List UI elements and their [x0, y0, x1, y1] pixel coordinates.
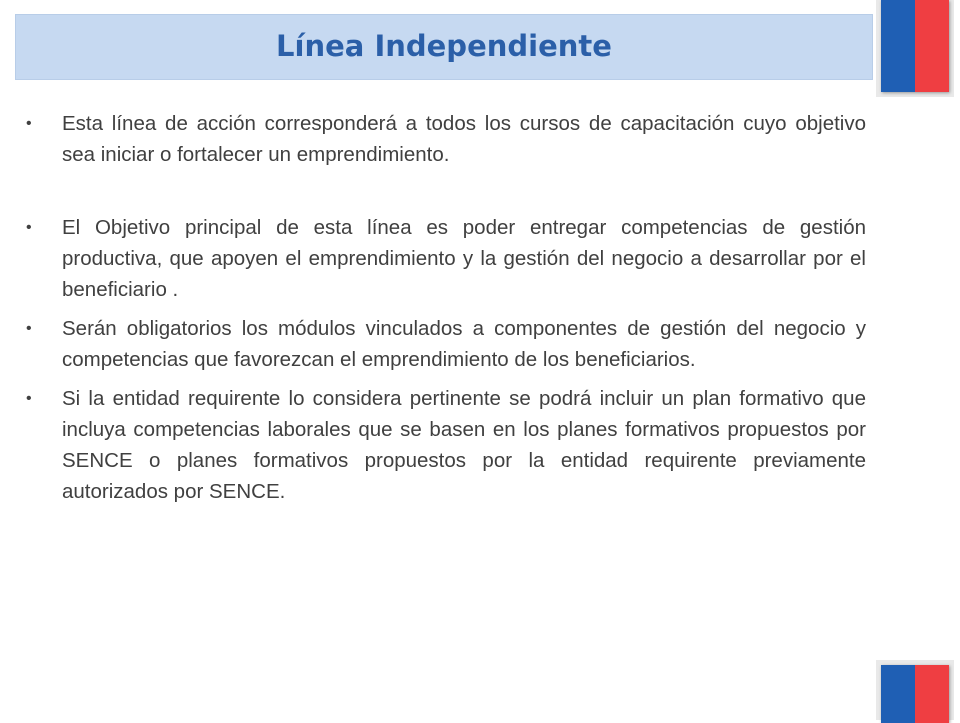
- flag-red-stripe: [915, 665, 949, 723]
- list-item: [26, 108, 866, 170]
- bullet-text: El Objetivo principal de esta línea es poder entregar competencias de gestión productiva, que apoyen el emprendimiento y la gestión del negocio a desarrollar por el beneficiario .: [62, 216, 866, 301]
- bullet-text: Serán obligatorios los módulos vinculados a componentes de gestión del negocio y competencias que favorezcan el emprendimiento de los beneficiarios.: [62, 317, 866, 371]
- list-item: [26, 383, 866, 507]
- bullet-text: Si la entidad requirente lo considera pertinente se podrá incluir un plan formativo que incluya competencias laborales que se basen en los planes formativos propuestos por SENCE o planes formativos propuestos por la entidad requirente previamente autorizados por SENCE.: [62, 387, 866, 503]
- title-band: [15, 14, 873, 80]
- bullet-text: Esta línea de acción corresponderá a todos los cursos de capacitación cuyo objetivo sea iniciar o fortalecer un emprendimiento.: [62, 112, 866, 166]
- list-item: [26, 313, 866, 375]
- flag-logo-top: [881, 0, 949, 92]
- slide-title: Línea Independiente: [276, 29, 612, 63]
- flag-logo-bottom: [881, 665, 949, 723]
- flag-red-stripe: [915, 0, 949, 92]
- bullet-icon: •: [26, 320, 32, 337]
- flag-blue-stripe: [881, 665, 915, 723]
- bullet-icon: •: [26, 115, 32, 132]
- flag-blue-stripe: [881, 0, 915, 92]
- bullet-icon: •: [26, 390, 32, 407]
- list-item: [26, 212, 866, 305]
- bullet-list: [26, 108, 866, 507]
- bullet-icon: •: [26, 219, 32, 236]
